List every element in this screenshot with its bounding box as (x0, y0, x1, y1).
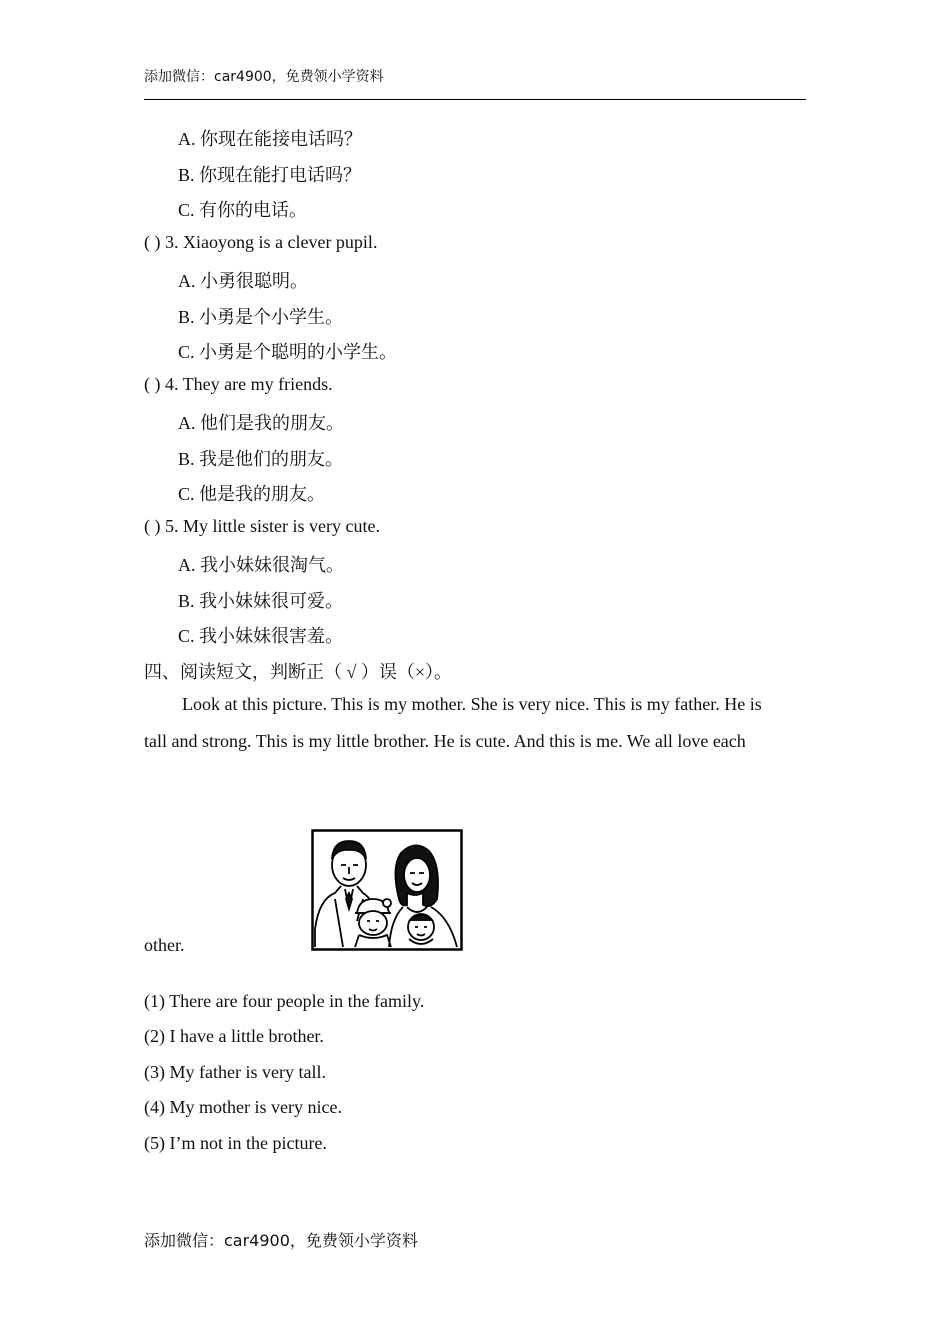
q3-option-c: C. 小勇是个聪明的小学生。 (178, 342, 398, 362)
page-header-text: 添加微信：car4900，免费领小学资料 (144, 69, 384, 85)
family-picture (311, 829, 463, 951)
passage-line-1: Look at this picture. This is my mother. She is very nice. This is my father. He is (182, 694, 762, 714)
q3-option-a: A. 小勇很聪明。 (178, 271, 308, 291)
statement-3: (3) My father is very tall. (144, 1062, 326, 1082)
q3-stem: ( ) 3. Xiaoyong is a clever pupil. (144, 232, 378, 252)
q4-option-b: B. 我是他们的朋友。 (178, 449, 344, 469)
passage-end: other. (144, 935, 185, 955)
section4-title: 四、阅读短文，判断正（ √ ）误（×）。 (144, 662, 453, 682)
statement-4: (4) My mother is very nice. (144, 1097, 342, 1117)
statement-1: (1) There are four people in the family. (144, 991, 425, 1011)
q2-option-c: C. 有你的电话。 (178, 200, 308, 220)
q2-option-b: B. 你现在能打电话吗？ (178, 165, 362, 185)
q4-option-a: A. 他们是我的朋友。 (178, 413, 344, 433)
q5-option-b: B. 我小妹妹很可爱。 (178, 591, 344, 611)
q2-option-a: A. 你现在能接电话吗？ (178, 129, 362, 149)
q5-option-a: A. 我小妹妹很淘气。 (178, 555, 344, 575)
statement-5: (5) I’m not in the picture. (144, 1133, 327, 1153)
q5-stem: ( ) 5. My little sister is very cute. (144, 516, 380, 536)
q3-option-b: B. 小勇是个小学生。 (178, 307, 344, 327)
q5-option-c: C. 我小妹妹很害羞。 (178, 626, 344, 646)
statement-2: (2) I have a little brother. (144, 1026, 324, 1046)
header-divider (144, 99, 806, 100)
passage-line-2: tall and strong. This is my little brother. He is cute. And this is me. We all love each (144, 731, 746, 751)
q4-option-c: C. 他是我的朋友。 (178, 484, 326, 504)
q4-stem: ( ) 4. They are my friends. (144, 374, 333, 394)
page-footer-text: 添加微信：car4900，免费领小学资料 (144, 1231, 418, 1250)
